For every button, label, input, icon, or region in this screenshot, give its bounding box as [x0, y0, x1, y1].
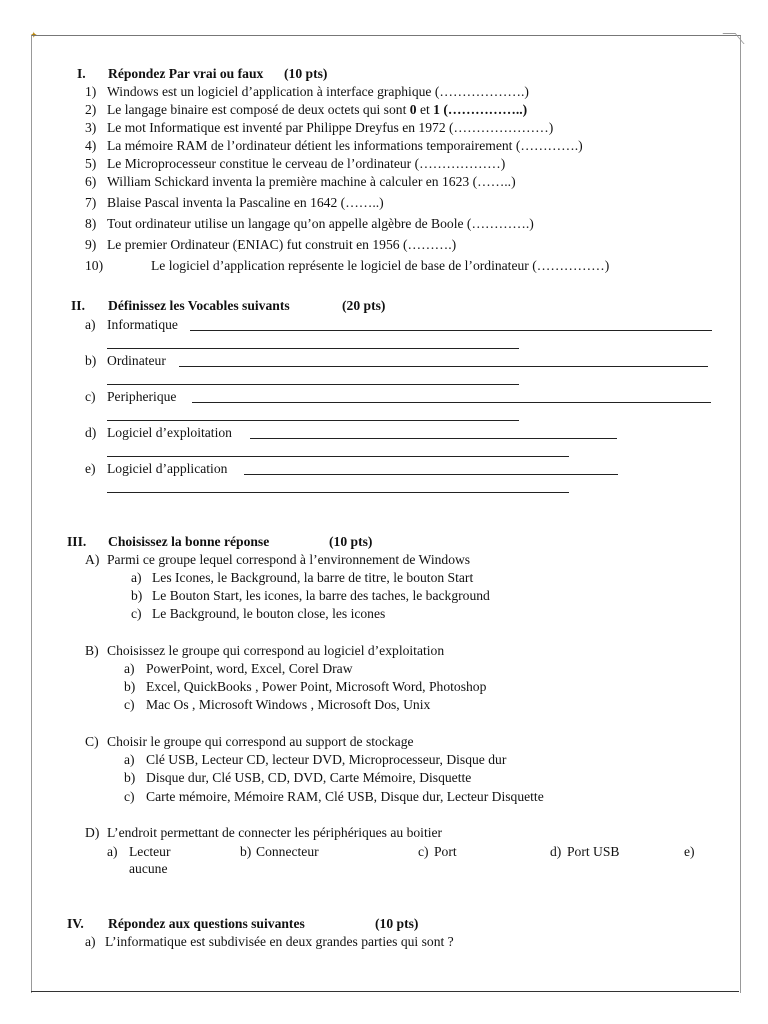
- section-2-roman: II.: [71, 298, 85, 313]
- section-2-points: (20 pts): [342, 298, 386, 313]
- answer-line[interactable]: [107, 420, 519, 421]
- section-1-heading: [77, 65, 328, 83]
- section-2-heading: [71, 297, 386, 315]
- section-1-points: (10 pts): [284, 66, 328, 81]
- section-3-heading: [67, 533, 373, 551]
- corner-mark: ✦: [30, 30, 38, 40]
- answer-line[interactable]: [107, 492, 569, 493]
- answer-line[interactable]: [107, 456, 569, 457]
- page-bottom-line: [31, 991, 739, 992]
- section-4-heading: [67, 915, 419, 933]
- answer-line[interactable]: [107, 348, 519, 349]
- answer-line[interactable]: [179, 366, 708, 367]
- section-1-roman: I.: [77, 66, 86, 81]
- section-2-title: Définissez les Vocables suivants: [108, 298, 290, 313]
- section-3-title: Choisissez la bonne réponse: [108, 534, 270, 549]
- section-4-points: (10 pts): [375, 916, 419, 931]
- section-3-roman: III.: [67, 534, 87, 549]
- section-1-title: Répondez Par vrai ou faux: [108, 66, 264, 81]
- section-4-title: Répondez aux questions suivantes: [108, 916, 305, 931]
- answer-line[interactable]: [192, 402, 711, 403]
- answer-line[interactable]: [244, 474, 618, 475]
- answer-line[interactable]: [250, 438, 617, 439]
- answer-line[interactable]: [190, 330, 712, 331]
- answer-line[interactable]: [107, 384, 519, 385]
- section-4-roman: IV.: [67, 916, 84, 931]
- section-3-points: (10 pts): [329, 534, 373, 549]
